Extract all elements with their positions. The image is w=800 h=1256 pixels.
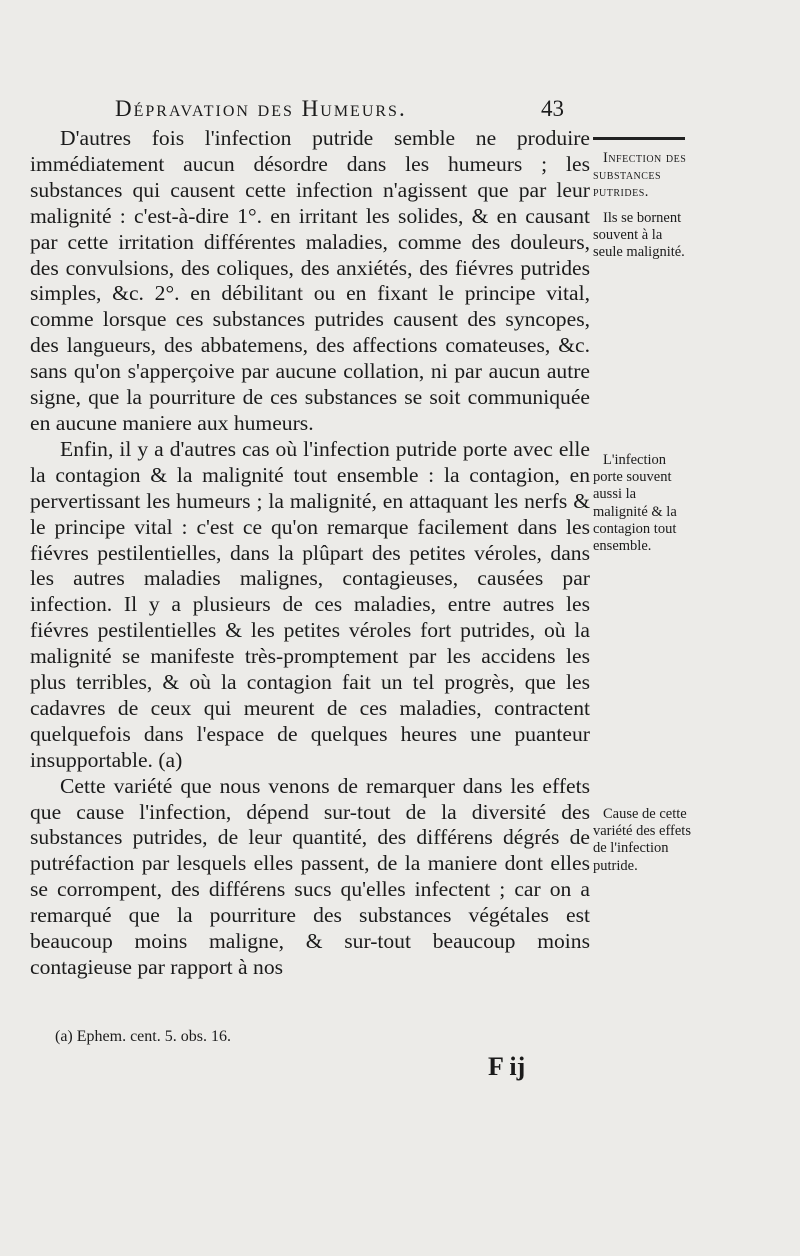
signature-mark: F ij: [488, 1052, 526, 1081]
marginal-note-3-text: Cause de cette variété des effets de l'infection putride.: [593, 806, 691, 874]
footnote: (a) Ephem. cent. 5. obs. 16.: [55, 1028, 231, 1045]
marginal-note-2-text: L'infection porte souvent aussi la malignité & la contagion tout ensemble.: [593, 452, 677, 555]
paragraph-2: Enfin, il y a d'autres cas où l'infection putride porte avec elle la contagion & la malignité tout ensemble : la contagion, en pervertissant les humeurs ; la malignité, en attaquant les nerfs & le principe vital : c'est ce qu'on remarque facilement dans les fiévres pestilentielles, dans la plûpart des petites véroles, dans les autres maladies malignes, contagieuses, causées par infection. Il y a plusieurs de ces maladies, entre autres les fiévres pestilentielles & les petites véroles fort putrides, où la malignité se manifeste très-promptement par les accidens les plus terribles, & où la contagion fait un tel progrès, que les cadavres de ceux qui meurent de ces maladies, contractent quelquefois dans l'espace de quelques heures une puanteur insupportable. (a): [30, 436, 590, 772]
marginal-note-1: [593, 150, 693, 261]
marginal-note-1-text: Ils se bornent souvent à la seule malignité.: [593, 209, 685, 261]
paragraph-1: D'autres fois l'infection putride semble ne produire immédiatement aucun désordre dans les humeurs ; les substances qui causent cette infection n'agissent que par leur malignité : c'est-à-dire 1°. en irritant les solides, & en causant par cette irritation différentes maladies, comme des douleurs, des convulsions, des coliques, des anxiétés, des fiévres putrides simples, &c. 2°. en débilitant ou en fixant le principe vital, comme lorsque ces substances putrides causent des syncopes, des langueurs, des abbatemens, des affections comateuses, &c. sans qu'on s'apperçoive par aucune collation, ni par aucun autre signe, que la pourriture de ces substances se soit communiquée en aucune maniere aux humeurs.: [30, 126, 590, 435]
marginal-note-2: [593, 452, 693, 555]
marginal-note-1-title: Infection des substances putrides.: [593, 150, 687, 201]
page-number: 43: [541, 96, 564, 121]
marginal-rule: [593, 137, 685, 140]
main-text: [30, 126, 590, 981]
paragraph-3: Cette variété que nous venons de remarquer dans les effets que cause l'infection, dépend sur-tout de la diversité des substances putrides, de leur quantité, des différens dégrés de putréfaction par lesquels elles passent, de la maniere dont elles se corrompent, des différens sucs qu'elles infectent ; car on a remarqué que la pourriture des substances végétales est beaucoup moins maligne, & sur-tout beaucoup moins contagieuse par rapport à nos: [30, 773, 590, 979]
marginal-note-3: [593, 806, 693, 875]
running-title: Dépravation des Humeurs.: [115, 96, 407, 121]
